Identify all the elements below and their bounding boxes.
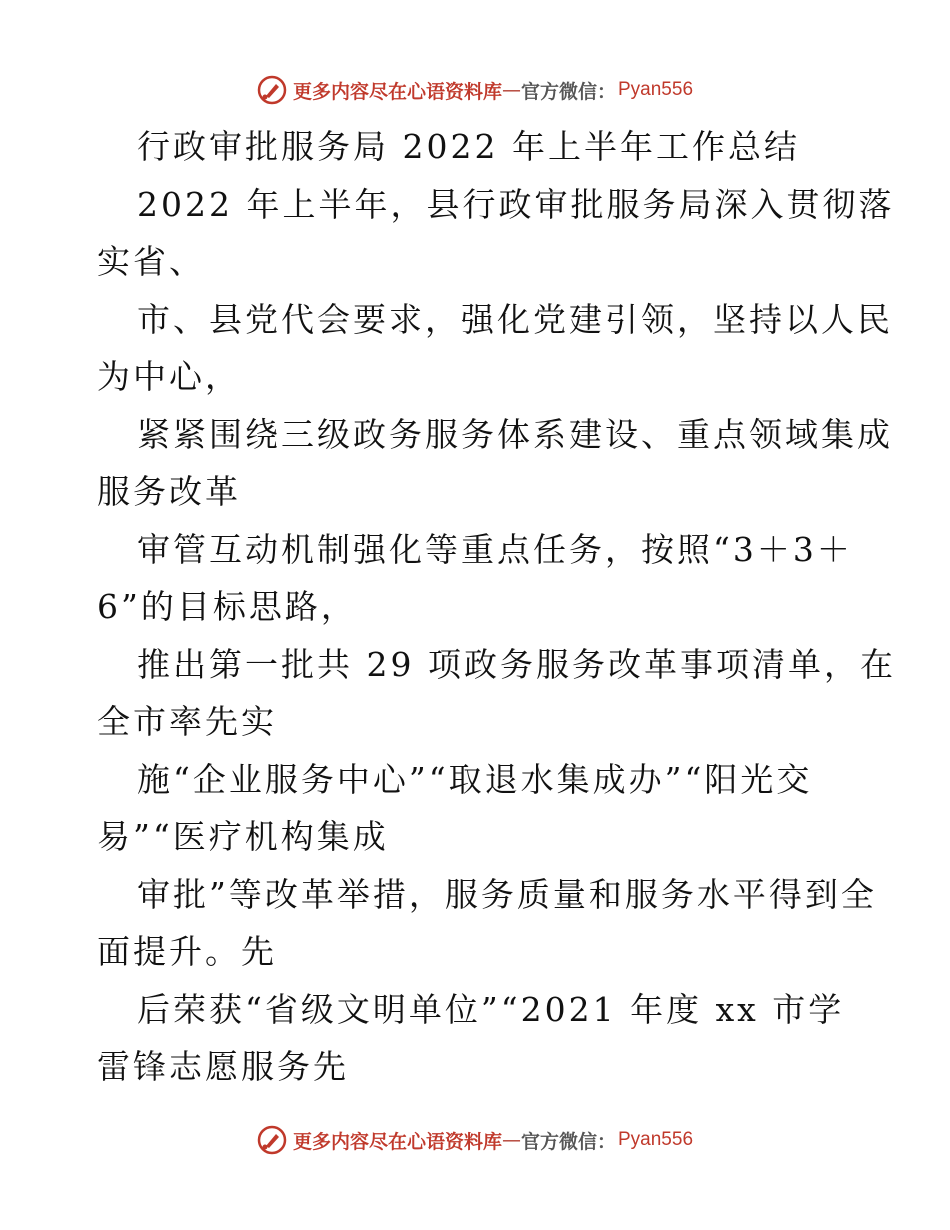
paragraph-line: 雷锋志愿服务先 — [97, 1047, 349, 1086]
banner-dash: — — [501, 1129, 521, 1151]
paragraph-line: 施“企业服务中心”“取退水集成办”“阳光交 — [137, 759, 813, 799]
paragraph-line: 紧紧围绕三级政务服务体系建设、重点领域集成 — [137, 414, 893, 454]
banner-label: 官方微信： — [520, 80, 616, 103]
banner-label: 官方微信： — [520, 1130, 616, 1153]
paragraph-line: 面提升。先 — [97, 932, 277, 971]
paragraph-line: 易”“医疗机构集成 — [97, 817, 389, 856]
paragraph-line: 市、县党代会要求，强化党建引领，坚持以人民 — [137, 299, 893, 339]
header-banner — [0, 70, 950, 110]
paragraph-line: 6”的目标思路， — [97, 587, 357, 626]
paragraph-line: 推出第一批共 29 项政务服务改革事项清单，在 — [137, 644, 896, 684]
footer-banner — [0, 1120, 950, 1160]
document-title: 行政审批服务局 2022 年上半年工作总结 — [137, 127, 800, 166]
paragraph-line: 全市率先实 — [97, 702, 277, 741]
paragraph-line: 为中心， — [97, 357, 241, 396]
banner-text: 更多内容尽在心语资料库 — [292, 1130, 502, 1153]
banner-dash: — — [501, 79, 521, 101]
paragraph-line: 实省、 — [97, 242, 205, 281]
pen-nib-logo-icon — [257, 1125, 287, 1155]
pen-nib-logo-icon — [257, 75, 287, 105]
paragraph-line: 审批”等改革举措，服务质量和服务水平得到全 — [137, 874, 877, 914]
banner-wechat-id: Pyan556 — [618, 79, 694, 100]
paragraph-line: 2022 年上半年，县行政审批服务局深入贯彻落 — [137, 184, 895, 224]
paragraph-line: 审管互动机制强化等重点任务，按照“3＋3＋ — [137, 529, 853, 569]
banner-text: 更多内容尽在心语资料库 — [292, 80, 502, 103]
document-body — [97, 118, 896, 1096]
paragraph-line: 服务改革 — [97, 472, 241, 511]
banner-wechat-id: Pyan556 — [618, 1129, 694, 1150]
paragraph-line: 后荣获“省级文明单位”“2021 年度 xx 市学 — [137, 989, 845, 1029]
